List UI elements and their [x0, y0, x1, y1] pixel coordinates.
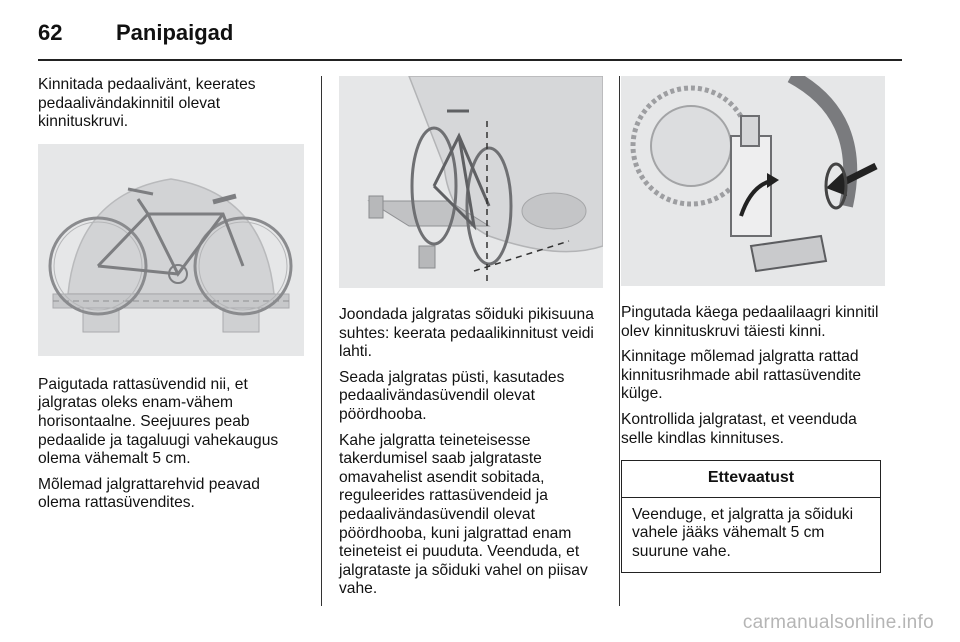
column-right	[621, 76, 905, 573]
page-header	[38, 18, 902, 58]
instruction-text: Pingutada käega pedaalilaagri kinnitil olev kinnituskruvi täiesti kinni.	[621, 304, 879, 340]
column-divider	[321, 76, 322, 606]
column-middle	[339, 76, 605, 606]
page-number: 62	[38, 20, 63, 45]
instruction-text: Kinnitage mõlemad jalgratta rattad kinnitusrihmade abil rattasüvendite külge.	[621, 348, 862, 403]
bicycle-carrier-illustration	[339, 76, 603, 288]
instruction-text: Mõlemad jalgrattarehvid peavad olema rattasüvendites.	[38, 475, 260, 512]
instruction-text: Seada jalgratas püsti, kasutades pedaalivändasüvendil olevat pöördhooba.	[339, 368, 565, 423]
header-rule	[38, 59, 902, 61]
instruction-text: Joondada jalgratas sõiduki pikisuuna suhtes: keerata pedaalikinnitust veidi lahti.	[339, 306, 594, 361]
column-divider	[619, 76, 620, 606]
bicycle-side-illustration	[38, 144, 304, 356]
instruction-text: Kontrollida jalgratast, et veenduda selle kindlas kinnituses.	[621, 410, 857, 447]
instruction-text: Kinnitada pedaalivänt, keerates pedaalivändakinnitil olevat kinnituskruvi.	[38, 76, 256, 131]
instruction-text: Paigutada rattasüvendid nii, et jalgratas oleks enam-vähem horisontaalne. Seejuures peab pedaalide ja tagaluugi vahekaugus olema vähemalt 5 cm.	[38, 375, 279, 468]
column-left	[38, 76, 306, 520]
page-title: Panipaigad	[116, 20, 234, 45]
caution-text: Veenduge, et jalgratta ja sõiduki vahele jääks vähemalt 5 cm suurune vahe.	[632, 505, 854, 560]
pedal-clamp-illustration	[621, 76, 885, 286]
watermark: carmanualsonline.info	[742, 612, 934, 633]
caution-title: Ettevaatust	[622, 461, 880, 498]
caution-box	[621, 460, 881, 572]
instruction-text: Kahe jalgratta teineteisesse takerdumisel saab jalgrataste omavahelist asendit sobitada, reguleerides rattasüvendeid ja pedaalivändasüvendil olevat pöördhooba, kuni jalgrattad enam teineteist ei puuduta. Veenduda, et jalgrataste ja sõiduki vahel on piisav vahe.	[339, 431, 588, 598]
